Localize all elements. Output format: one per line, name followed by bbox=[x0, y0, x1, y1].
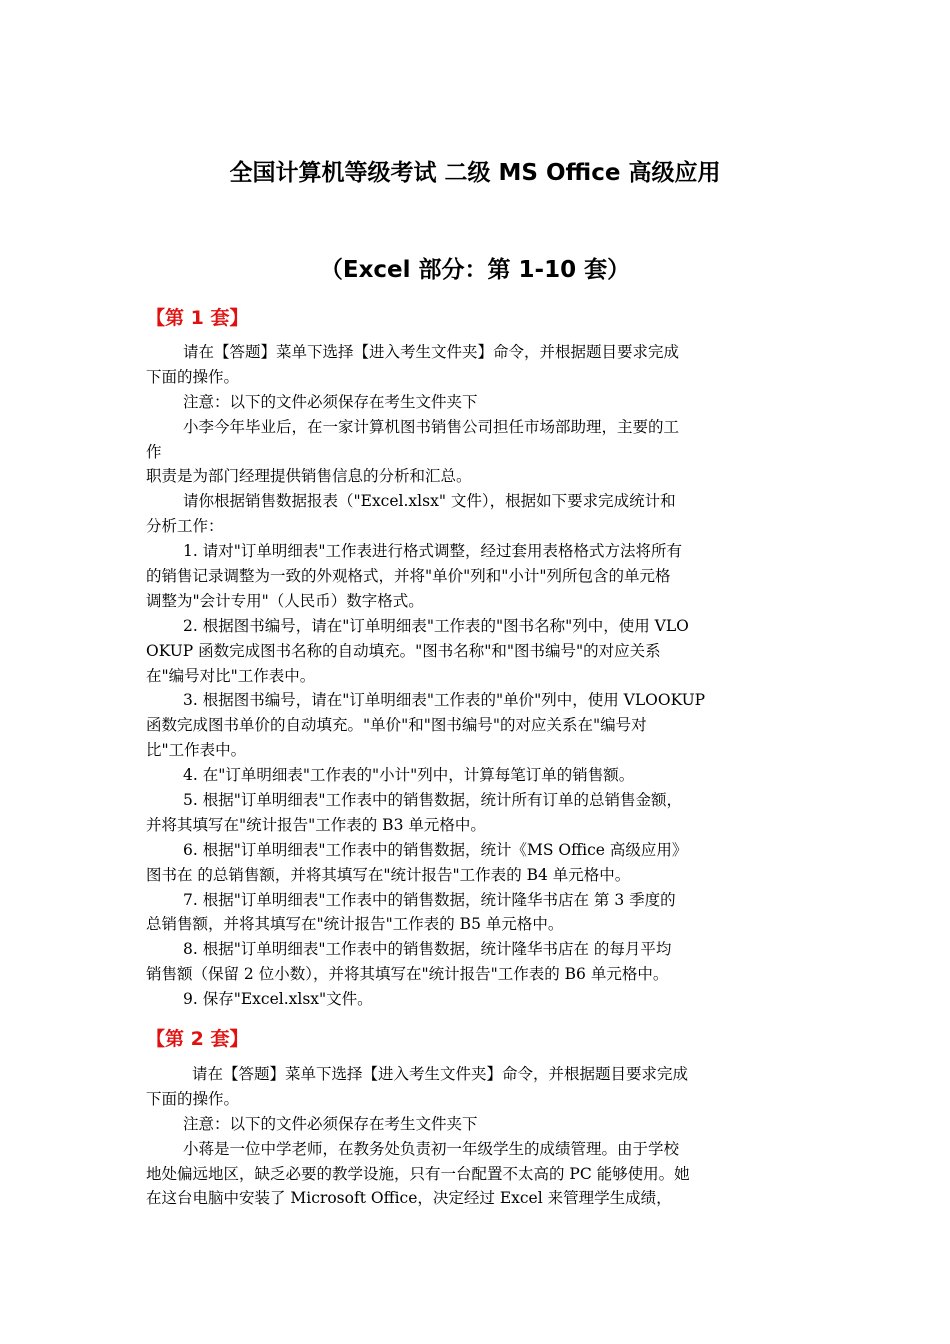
text-line: 7. 根据"订单明细表"工作表中的销售数据，统计隆华书店在 第 3 季度的 bbox=[183, 890, 676, 909]
document-subtitle: （Excel 部分：第 1-10 套） bbox=[319, 257, 631, 283]
text-line: 请在【答题】菜单下选择【进入考生文件夹】命令，并根据题目要求完成 bbox=[183, 343, 680, 361]
text-line: 2. 根据图书编号，请在"订单明细表"工作表的"图书名称"列中，使用 VLO bbox=[183, 616, 689, 635]
text-line: 下面的操作。 bbox=[146, 1089, 240, 1108]
text-line: 请在【答题】菜单下选择【进入考生文件夹】命令，并根据题目要求完成 bbox=[192, 1065, 689, 1083]
text-line: 下面的操作。 bbox=[146, 367, 240, 386]
text-line: 9. 保存"Excel.xlsx"文件。 bbox=[183, 990, 373, 1009]
set-1-heading: 【第 1 套】 bbox=[146, 307, 249, 329]
text-line: 注意：以下的文件必须保存在考生文件夹下 bbox=[183, 392, 478, 411]
text-line: 小李今年毕业后，在一家计算机图书销售公司担任市场部助理，主要的工 bbox=[183, 417, 680, 436]
set-2-heading: 【第 2 套】 bbox=[146, 1028, 249, 1050]
text-line: 6. 根据"订单明细表"工作表中的销售数据，统计《MS Office 高级应用》 bbox=[183, 840, 688, 859]
text-line: 函数完成图书单价的自动填充。"单价"和"图书编号"的对应关系在"编号对 bbox=[146, 716, 647, 735]
text-line: 在"编号对比"工作表中。 bbox=[146, 666, 316, 685]
text-line: 5. 根据"订单明细表"工作表中的销售数据，统计所有订单的总销售金额， bbox=[183, 791, 682, 810]
text-line: 小蒋是一位中学老师，在教务处负责初一年级学生的成绩管理。由于学校 bbox=[183, 1139, 680, 1158]
text-line: OKUP 函数完成图书名称的自动填充。"图书名称"和"图书编号"的对应关系 bbox=[146, 641, 661, 660]
document-title: 全国计算机等级考试 二级 MS Office 高级应用 bbox=[229, 160, 721, 186]
text-line: 分析工作： bbox=[146, 517, 224, 536]
text-line: 4. 在"订单明细表"工作表的"小计"列中，计算每笔订单的销售额。 bbox=[183, 766, 635, 785]
text-line: 比"工作表中。 bbox=[146, 741, 247, 760]
set-1-body bbox=[146, 340, 811, 1012]
set-2-body bbox=[146, 1062, 811, 1211]
text-line: 调整为"会计专用"（人民币）数字格式。 bbox=[146, 591, 424, 610]
text-line: 请你根据销售数据报表（"Excel.xlsx" 文件），根据如下要求完成统计和 bbox=[183, 492, 676, 511]
text-line: 3. 根据图书编号，请在"订单明细表"工作表的"单价"列中，使用 VLOOKUP bbox=[183, 691, 706, 710]
text-line: 职责是为部门经理提供销售信息的分析和汇总。 bbox=[146, 467, 472, 486]
text-line: 的销售记录调整为一致的外观格式，并将"单价"列和"小计"列所包含的单元格 bbox=[146, 567, 671, 586]
text-line: 1. 请对"订单明细表"工作表进行格式调整，经过套用表格格式方法将所有 bbox=[183, 542, 682, 561]
text-line: 图书在 的总销售额，并将其填写在"统计报告"工作表的 B4 单元格中。 bbox=[146, 865, 631, 884]
text-line: 在这台电脑中安装了 Microsoft Office，决定经过 Excel 来管理学生成绩， bbox=[146, 1189, 672, 1208]
text-line: 销售额（保留 2 位小数），并将其填写在"统计报告"工作表的 B6 单元格中。 bbox=[146, 965, 669, 984]
text-line: 地处偏远地区，缺乏必要的教学设施，只有一台配置不太高的 PC 能够使用。她 bbox=[146, 1164, 690, 1183]
text-line: 注意：以下的文件必须保存在考生文件夹下 bbox=[183, 1114, 478, 1133]
text-line: 总销售额，并将其填写在"统计报告"工作表的 B5 单元格中。 bbox=[146, 915, 564, 934]
text-line: 作 bbox=[146, 442, 162, 461]
text-line: 8. 根据"订单明细表"工作表中的销售数据，统计隆华书店在 的每月平均 bbox=[183, 940, 672, 959]
text-line: 并将其填写在"统计报告"工作表的 B3 单元格中。 bbox=[146, 815, 486, 834]
